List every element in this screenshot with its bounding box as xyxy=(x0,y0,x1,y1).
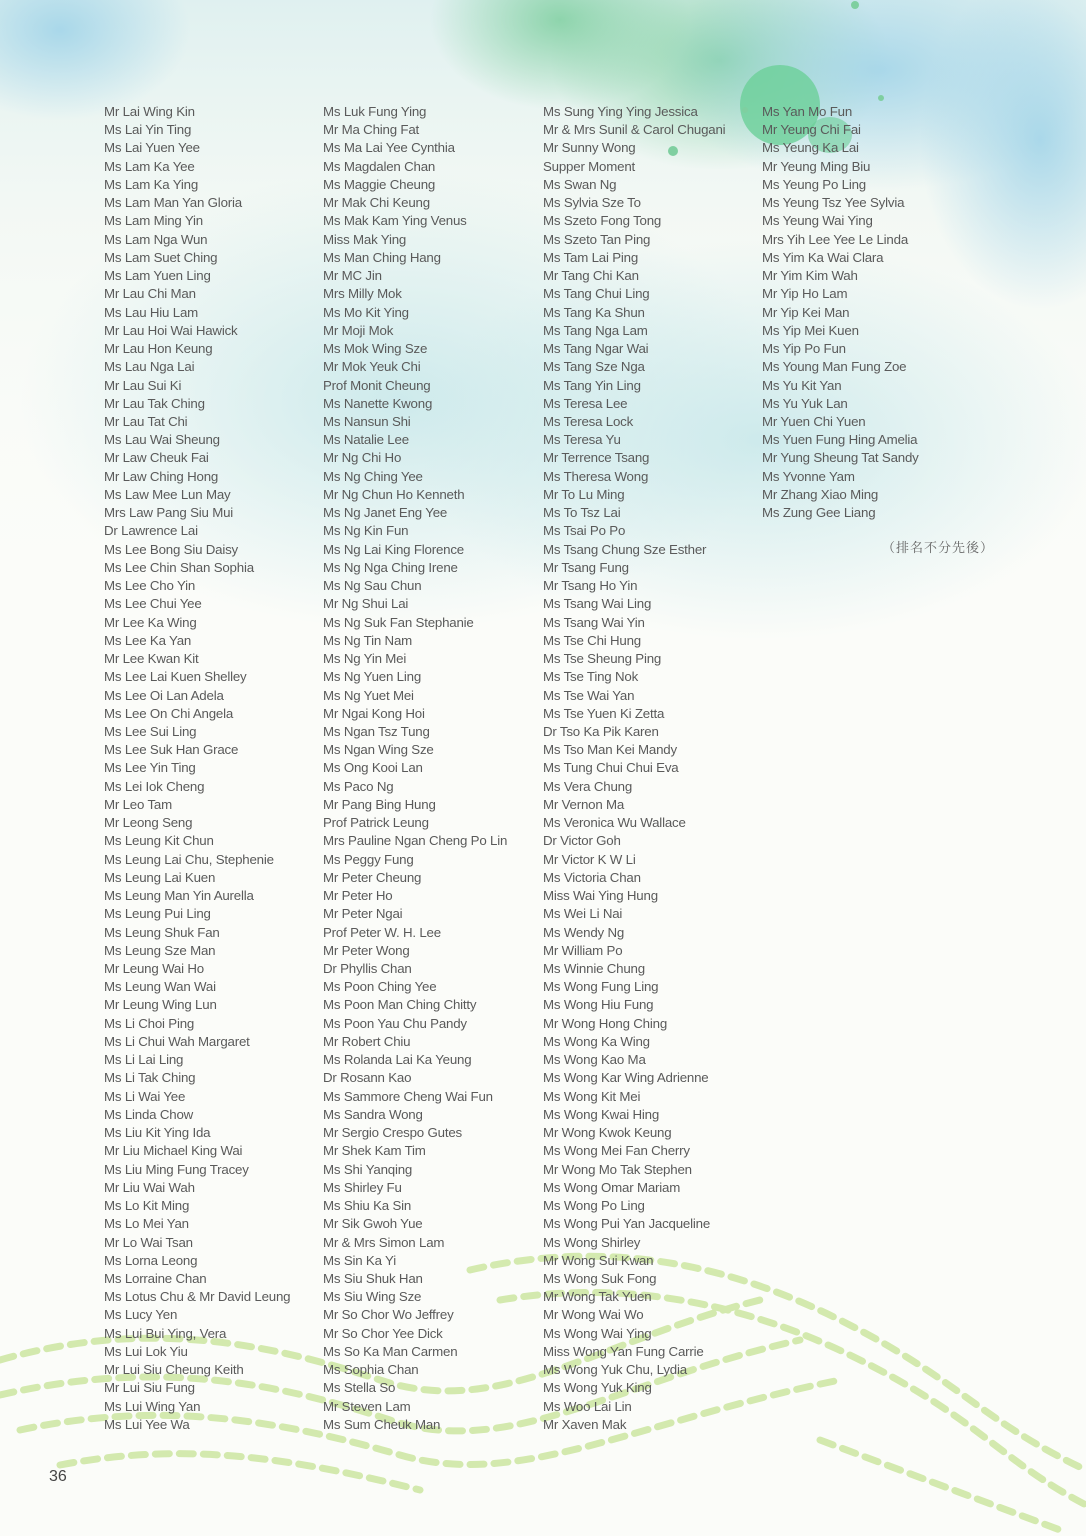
donor-name: Ms Ng Tin Nam xyxy=(323,632,413,648)
donor-name: Mr Xaven Mak xyxy=(543,1416,627,1432)
donor-name: Mr Wong Mo Tak Stephen xyxy=(543,1161,692,1177)
donor-name: Ms Lam Nga Wun xyxy=(104,231,208,247)
donor-name: Mr Yuen Chi Yuen xyxy=(762,413,866,429)
name-column-3 xyxy=(543,103,725,1434)
donor-name: Ms Wong Wai Ying xyxy=(543,1325,652,1341)
donor-name: Mr Vernon Ma xyxy=(543,796,625,812)
donor-name: Ms Lee Ka Yan xyxy=(104,632,192,648)
donor-name: Ms Tsang Wai Yin xyxy=(543,614,645,630)
donor-name: Ms Sum Cheuk Man xyxy=(323,1416,441,1432)
donor-name: Ms Yeung Po Ling xyxy=(762,176,866,192)
donor-name: Mr To Lu Ming xyxy=(543,486,625,502)
donor-name: Ms Ong Kooi Lan xyxy=(323,760,423,776)
donor-name: Ms Yip Mei Kuen xyxy=(762,322,859,338)
donor-name: Ms Lee Sui Ling xyxy=(104,723,197,739)
donor-name: Ms Ng Lai King Florence xyxy=(323,541,464,557)
donor-name: Ms Rolanda Lai Ka Yeung xyxy=(323,1052,472,1068)
donor-name: Ms Yan Mo Fun xyxy=(762,104,853,119)
donor-name: Ms Tam Lai Ping xyxy=(543,249,639,265)
donor-name: Mr & Mrs Sunil & Carol Chugani xyxy=(543,122,726,138)
donor-name: Ms Ng Nga Ching Irene xyxy=(323,559,458,575)
donor-name: Mr Lau Tat Chi xyxy=(104,413,188,429)
donor-name: Ms Sandra Wong xyxy=(323,1106,423,1122)
donor-name: Mr So Chor Yee Dick xyxy=(323,1325,443,1341)
donor-name: Ms Wong Yuk King xyxy=(543,1380,652,1396)
donor-name: Mr Lau Chi Man xyxy=(104,286,196,302)
donor-name: Ms Liu Ming Fung Tracey xyxy=(104,1161,249,1177)
donor-name: Ms Siu Wing Sze xyxy=(323,1289,422,1305)
donor-name: Ms Tse Sheung Ping xyxy=(543,651,662,667)
donor-name: Mr Leong Seng xyxy=(104,815,193,831)
donor-name: Ms Lee Chui Yee xyxy=(104,596,202,612)
donor-name: Mr Lau Tak Ching xyxy=(104,395,205,411)
donor-name: Ms Lui Bui Ying, Vera xyxy=(104,1325,227,1341)
donor-name: Ms Lotus Chu & Mr David Leung xyxy=(104,1289,291,1305)
donor-name: Ms Mo Kit Ying xyxy=(323,304,409,320)
donor-name: Ms Yvonne Yam xyxy=(762,468,855,484)
donor-name: Mr Sik Gwoh Yue xyxy=(323,1216,423,1232)
donor-name: Mr Yung Sheung Tat Sandy xyxy=(762,450,919,466)
donor-name: Ms Szeto Fong Tong xyxy=(543,213,662,229)
donor-name: Ms Wong Kar Wing Adrienne xyxy=(543,1070,709,1086)
donor-name: Mr Ngai Kong Hoi xyxy=(323,705,425,721)
donor-name: Ms Ng Sau Chun xyxy=(323,578,422,594)
donor-name: Ms Winnie Chung xyxy=(543,961,645,977)
donor-name: Mr Wong Kwok Keung xyxy=(543,1125,672,1141)
donor-name: Ms Swan Ng xyxy=(543,176,617,192)
donor-name: Ms Lau Hiu Lam xyxy=(104,304,199,320)
donor-name: Mrs Pauline Ngan Cheng Po Lin xyxy=(323,833,508,849)
donor-name: Ms Lucy Yen xyxy=(104,1307,178,1323)
donor-name: Ms Lai Yuen Yee xyxy=(104,140,200,156)
donor-name: Ms Szeto Tan Ping xyxy=(543,231,651,247)
donor-name: Ms Teresa Yu xyxy=(543,432,621,448)
donor-name: Miss Wong Yan Fung Carrie xyxy=(543,1343,704,1359)
donor-name: Ms Sophia Chan xyxy=(323,1362,419,1378)
donor-name: Ms Sylvia Sze To xyxy=(543,195,641,211)
donor-name: Ms Yeung Wai Ying xyxy=(762,213,873,229)
donor-name: Dr Tso Ka Pik Karen xyxy=(543,723,659,739)
donor-name: Ms Tsang Wai Ling xyxy=(543,596,652,612)
donor-name: Ms Lai Yin Ting xyxy=(104,122,192,138)
donor-name: Ms Sin Ka Yi xyxy=(323,1252,396,1268)
donor-name: Ms Leung Lai Chu, Stephenie xyxy=(104,851,274,867)
donor-name: Ms Tang Ngar Wai xyxy=(543,341,649,357)
donor-name: Mr Wong Tak Yuen xyxy=(543,1289,652,1305)
donor-name: Mr Ma Ching Fat xyxy=(323,122,420,138)
donor-name: Mr Leung Wai Ho xyxy=(104,961,204,977)
donor-name: Ms Leung Sze Man xyxy=(104,942,216,958)
donor-name: Ms Wendy Ng xyxy=(543,924,625,940)
donor-name: Ms Lee Chin Shan Sophia xyxy=(104,559,254,575)
donor-name: Mr Lee Ka Wing xyxy=(104,614,197,630)
donor-name: Ms Tang Sze Nga xyxy=(543,359,645,375)
donor-name: Mr Peter Ho xyxy=(323,888,393,904)
donor-name: Dr Victor Goh xyxy=(543,833,621,849)
donor-name: Mr Lau Hon Keung xyxy=(104,341,213,357)
donor-name: Mr Zhang Xiao Ming xyxy=(762,486,879,502)
donor-name: Mr Pang Bing Hung xyxy=(323,796,436,812)
donor-name: Ms Theresa Wong xyxy=(543,468,649,484)
donor-name: Mr Mak Chi Keung xyxy=(323,195,430,211)
donor-name: Ms Paco Ng xyxy=(323,778,394,794)
donor-name: Mr Liu Wai Wah xyxy=(104,1179,195,1195)
donor-name: Ms Poon Man Ching Chitty xyxy=(323,997,477,1013)
donor-name: Ms Lee Bong Siu Daisy xyxy=(104,541,239,557)
donor-name: Ms Wong Po Ling xyxy=(543,1198,645,1214)
donor-name: Miss Wai Ying Hung xyxy=(543,888,658,904)
donor-name: Ms Li Chui Wah Margaret xyxy=(104,1033,250,1049)
donor-name: Supper Moment xyxy=(543,158,636,174)
name-column-1 xyxy=(104,103,290,1434)
donor-name: Ms Woo Lai Lin xyxy=(543,1398,632,1414)
donor-name: Ms Wong Ka Wing xyxy=(543,1033,650,1049)
donor-name: Mr Tsang Ho Yin xyxy=(543,578,638,594)
donor-name: Mr William Po xyxy=(543,942,623,958)
donor-name: Ms Nanette Kwong xyxy=(323,395,433,411)
donor-name: Ms Ng Suk Fan Stephanie xyxy=(323,614,474,630)
donor-name: Mr Lai Wing Kin xyxy=(104,104,195,119)
donor-name: Mr Lui Siu Cheung Keith xyxy=(104,1362,244,1378)
donor-name: Ms Lo Kit Ming xyxy=(104,1198,190,1214)
donor-name: Mr Robert Chiu xyxy=(323,1033,411,1049)
donor-name: Ms Yim Ka Wai Clara xyxy=(762,249,884,265)
donor-name: Mr Yim Kim Wah xyxy=(762,268,858,284)
donor-name: Ms Liu Kit Ying Ida xyxy=(104,1125,211,1141)
donor-name: Ms Wong Pui Yan Jacqueline xyxy=(543,1216,711,1232)
donor-name: Ms Teresa Lock xyxy=(543,413,634,429)
donor-name: Ms Ma Lai Yee Cynthia xyxy=(323,140,455,156)
donor-name: Mrs Law Pang Siu Mui xyxy=(104,505,234,521)
donor-name: Ms Ngan Wing Sze xyxy=(323,742,434,758)
donor-name: Miss Mak Ying xyxy=(323,231,407,247)
donor-name: Ms Lei Iok Cheng xyxy=(104,778,205,794)
donor-name: Ms Lam Suet Ching xyxy=(104,249,218,265)
donor-name: Ms Li Choi Ping xyxy=(104,1015,195,1031)
donor-name: Ms Wong Kit Mei xyxy=(543,1088,641,1104)
donor-name: Mr Victor K W Li xyxy=(543,851,636,867)
donor-name: Mr Lau Hoi Wai Hawick xyxy=(104,322,238,338)
donor-name: Ms So Ka Man Carmen xyxy=(323,1343,458,1359)
donor-name: Dr Rosann Kao xyxy=(323,1070,412,1086)
donor-name: Mr Ng Shui Lai xyxy=(323,596,409,612)
donor-name: Ms Wong Mei Fan Cherry xyxy=(543,1143,690,1159)
donor-name: Mr Liu Michael King Wai xyxy=(104,1143,243,1159)
donor-name: Ms Wong Suk Fong xyxy=(543,1271,657,1286)
donor-name: Ms Sung Ying Ying Jessica xyxy=(543,104,698,119)
donor-name: Ms Yeung Tsz Yee Sylvia xyxy=(762,195,905,211)
donor-name: Ms Shi Yanqing xyxy=(323,1161,413,1177)
donor-name: Ms Lorraine Chan xyxy=(104,1271,207,1286)
donor-name: Mr Tsang Fung xyxy=(543,559,629,575)
donor-name: Mr Shek Kam Tim xyxy=(323,1143,426,1159)
donor-name: Ms Lee On Chi Angela xyxy=(104,705,234,721)
donor-name: Mr Law Cheuk Fai xyxy=(104,450,209,466)
donor-name: Ms Natalie Lee xyxy=(323,432,409,448)
donor-name: Mr & Mrs Simon Lam xyxy=(323,1234,445,1250)
donor-name: Ms Lui Yee Wa xyxy=(104,1416,190,1432)
donor-name: Ms Tsai Po Po xyxy=(543,523,626,539)
donor-name: Ms Lau Nga Lai xyxy=(104,359,195,375)
donor-name: Ms Tso Man Kei Mandy xyxy=(543,742,677,758)
donor-name: Ms Lam Ka Yee xyxy=(104,158,195,174)
donor-name: Ms Yip Po Fun xyxy=(762,341,846,357)
page-number: 36 xyxy=(49,1468,67,1485)
donor-name: Mr Lau Sui Ki xyxy=(104,377,182,393)
donor-name: Mr Wong Sui Kwan xyxy=(543,1252,654,1268)
donor-name: Mr Terrence Tsang xyxy=(543,450,650,466)
donor-name: Ms Leung Shuk Fan xyxy=(104,924,220,940)
ordering-note: （排名不分先後） xyxy=(882,540,995,555)
donor-name: Ms Wong Yuk Chu, Lydia xyxy=(543,1362,687,1378)
donor-name: Mr Peter Wong xyxy=(323,942,410,958)
donor-name: Mr Lui Siu Fung xyxy=(104,1380,195,1396)
donor-name: Ms Li Wai Yee xyxy=(104,1088,186,1104)
donor-name: Ms Leung Wan Wai xyxy=(104,979,216,995)
donor-name: Ms Law Mee Lun May xyxy=(104,486,231,502)
donor-name: Ms Stella So xyxy=(323,1380,396,1396)
donor-name: Ms Vera Chung xyxy=(543,778,633,794)
donor-name: Mr Ng Chun Ho Kenneth xyxy=(323,486,465,502)
donor-name: Ms Man Ching Hang xyxy=(323,249,441,265)
donor-name: Ms Wong Fung Ling xyxy=(543,979,659,995)
donor-name: Mr Wong Wai Wo xyxy=(543,1307,644,1323)
donor-name: Ms Tung Chui Chui Eva xyxy=(543,760,679,776)
donor-name: Ms Tsang Chung Sze Esther xyxy=(543,541,707,557)
donor-name: Mrs Milly Mok xyxy=(323,286,402,302)
donor-name: Ms Ngan Tsz Tung xyxy=(323,723,430,739)
donor-name: Ms Lam Man Yan Gloria xyxy=(104,195,242,211)
donor-name: Mrs Yih Lee Yee Le Linda xyxy=(762,231,909,247)
donor-name: Ms Yu Yuk Lan xyxy=(762,395,848,411)
donor-name: Mr Yeung Ming Biu xyxy=(762,158,871,174)
donor-name: Ms Yuen Fung Hing Amelia xyxy=(762,432,918,448)
donor-name: Ms Tse Wai Yan xyxy=(543,687,635,703)
donor-name: Ms Lui Lok Yiu xyxy=(104,1343,188,1359)
donor-name: Dr Lawrence Lai xyxy=(104,523,198,539)
donor-name: Mr Leung Wing Lun xyxy=(104,997,217,1013)
donor-name: Mr Sergio Crespo Gutes xyxy=(323,1125,462,1141)
donor-name: Ms Wong Shirley xyxy=(543,1234,641,1250)
donor-name: Ms Wong Kwai Hing xyxy=(543,1106,660,1122)
donor-name: Mr Peter Ngai xyxy=(323,906,403,922)
donor-name: Ms Young Man Fung Zoe xyxy=(762,359,907,375)
donor-name: Ms Lee Oi Lan Adela xyxy=(104,687,224,703)
donor-name: Ms Peggy Fung xyxy=(323,851,414,867)
donor-name: Ms Zung Gee Liang xyxy=(762,505,876,521)
donor-name: Ms Veronica Wu Wallace xyxy=(543,815,686,831)
donor-name: Prof Peter W. H. Lee xyxy=(323,924,441,940)
donor-name: Ms Lee Lai Kuen Shelley xyxy=(104,669,247,685)
donor-name: Ms Sammore Cheng Wai Fun xyxy=(323,1088,493,1104)
donor-name: Ms Lam Yuen Ling xyxy=(104,268,211,284)
donor-name: Mr Yip Ho Lam xyxy=(762,286,848,302)
name-column-2 xyxy=(323,103,507,1434)
donor-name: Mr Law Ching Hong xyxy=(104,468,219,484)
donor-name: Ms Leung Pui Ling xyxy=(104,906,211,922)
donor-name: Ms Tse Yuen Ki Zetta xyxy=(543,705,665,721)
donor-name: Ms Mak Kam Ying Venus xyxy=(323,213,467,229)
donor-name: Ms Lau Wai Sheung xyxy=(104,432,220,448)
donor-name: Ms Tang Ka Shun xyxy=(543,304,645,320)
donor-name: Ms Li Tak Ching xyxy=(104,1070,196,1086)
donor-name: Ms Lam Ming Yin xyxy=(104,213,203,229)
donor-name: Ms Tse Chi Hung xyxy=(543,632,641,648)
donor-name: Ms Luk Fung Ying xyxy=(323,104,427,119)
donor-name: Ms Lui Wing Yan xyxy=(104,1398,201,1414)
donor-name: Ms Teresa Lee xyxy=(543,395,628,411)
donor-name: Mr MC Jin xyxy=(323,268,382,284)
donor-name: Ms Leung Lai Kuen xyxy=(104,869,216,885)
donor-name: Mr So Chor Wo Jeffrey xyxy=(323,1307,454,1323)
donor-name: Ms Nansun Shi xyxy=(323,413,411,429)
donor-name: Ms Victoria Chan xyxy=(543,869,641,885)
donor-name: Ms Lee Cho Yin xyxy=(104,578,196,594)
donor-name: Mr Yeung Chi Fai xyxy=(762,122,861,138)
donor-name: Ms Ng Yuen Ling xyxy=(323,669,422,685)
donor-name: Ms Li Lai Ling xyxy=(104,1052,184,1068)
donor-name: Ms Leung Kit Chun xyxy=(104,833,214,849)
donor-name: Prof Monit Cheung xyxy=(323,377,431,393)
donor-name: Ms Mok Wing Sze xyxy=(323,341,428,357)
donor-name: Mr Sunny Wong xyxy=(543,140,636,156)
donor-name: Mr Lo Wai Tsan xyxy=(104,1234,193,1250)
donor-name: Ms Tang Chui Ling xyxy=(543,286,650,302)
donor-name: Ms Lorna Leong xyxy=(104,1252,198,1268)
donor-name: Dr Phyllis Chan xyxy=(323,961,412,977)
donor-name: Ms Ng Yin Mei xyxy=(323,651,407,667)
donor-name: Ms Ng Ching Yee xyxy=(323,468,423,484)
donor-name: Ms To Tsz Lai xyxy=(543,505,621,521)
donor-name: Ms Wong Hiu Fung xyxy=(543,997,654,1013)
donor-name: Ms Lee Yin Ting xyxy=(104,760,196,776)
donor-name: Mr Leo Tam xyxy=(104,796,172,812)
donor-name: Ms Ng Janet Eng Yee xyxy=(323,505,448,521)
donor-name: Ms Poon Yau Chu Pandy xyxy=(323,1015,467,1031)
donor-name: Ms Tang Nga Lam xyxy=(543,322,648,338)
donor-name: Ms Yeung Ka Lai xyxy=(762,140,859,156)
name-column-4 xyxy=(762,103,919,522)
donor-name: Mr Yip Kei Man xyxy=(762,304,850,320)
donor-name: Ms Tse Ting Nok xyxy=(543,669,639,685)
donor-name: Ms Leung Man Yin Aurella xyxy=(104,888,254,904)
donor-name: Mr Mok Yeuk Chi xyxy=(323,359,421,375)
donor-name: Ms Wong Kao Ma xyxy=(543,1052,646,1068)
donor-name: Ms Yu Kit Yan xyxy=(762,377,842,393)
donor-name: Mr Wong Hong Ching xyxy=(543,1015,668,1031)
donor-name: Mr Ng Chi Ho xyxy=(323,450,402,466)
donor-name: Ms Wong Omar Mariam xyxy=(543,1179,681,1195)
donor-name: Ms Poon Ching Yee xyxy=(323,979,437,995)
donor-name: Ms Lam Ka Ying xyxy=(104,176,199,192)
donor-name: Ms Shiu Ka Sin xyxy=(323,1198,412,1214)
donor-name: Mr Lee Kwan Kit xyxy=(104,651,199,667)
donor-name: Mr Moji Mok xyxy=(323,322,394,338)
donor-name: Ms Lee Suk Han Grace xyxy=(104,742,239,758)
donor-name: Ms Ng Yuet Mei xyxy=(323,687,414,703)
donor-name: Mr Steven Lam xyxy=(323,1398,411,1414)
donor-name: Ms Shirley Fu xyxy=(323,1179,402,1195)
donor-name: Prof Patrick Leung xyxy=(323,815,429,831)
donor-name: Mr Peter Cheung xyxy=(323,869,422,885)
donor-name: Ms Tang Yin Ling xyxy=(543,377,641,393)
donor-name: Ms Linda Chow xyxy=(104,1106,194,1122)
donor-name: Ms Magdalen Chan xyxy=(323,158,436,174)
donor-name: Ms Ng Kin Fun xyxy=(323,523,409,539)
donor-name: Ms Wei Li Nai xyxy=(543,906,623,922)
donor-name: Mr Tang Chi Kan xyxy=(543,268,639,284)
donor-name: Ms Siu Shuk Han xyxy=(323,1271,423,1286)
donor-name: Ms Lo Mei Yan xyxy=(104,1216,189,1232)
donor-name: Ms Maggie Cheung xyxy=(323,176,436,192)
